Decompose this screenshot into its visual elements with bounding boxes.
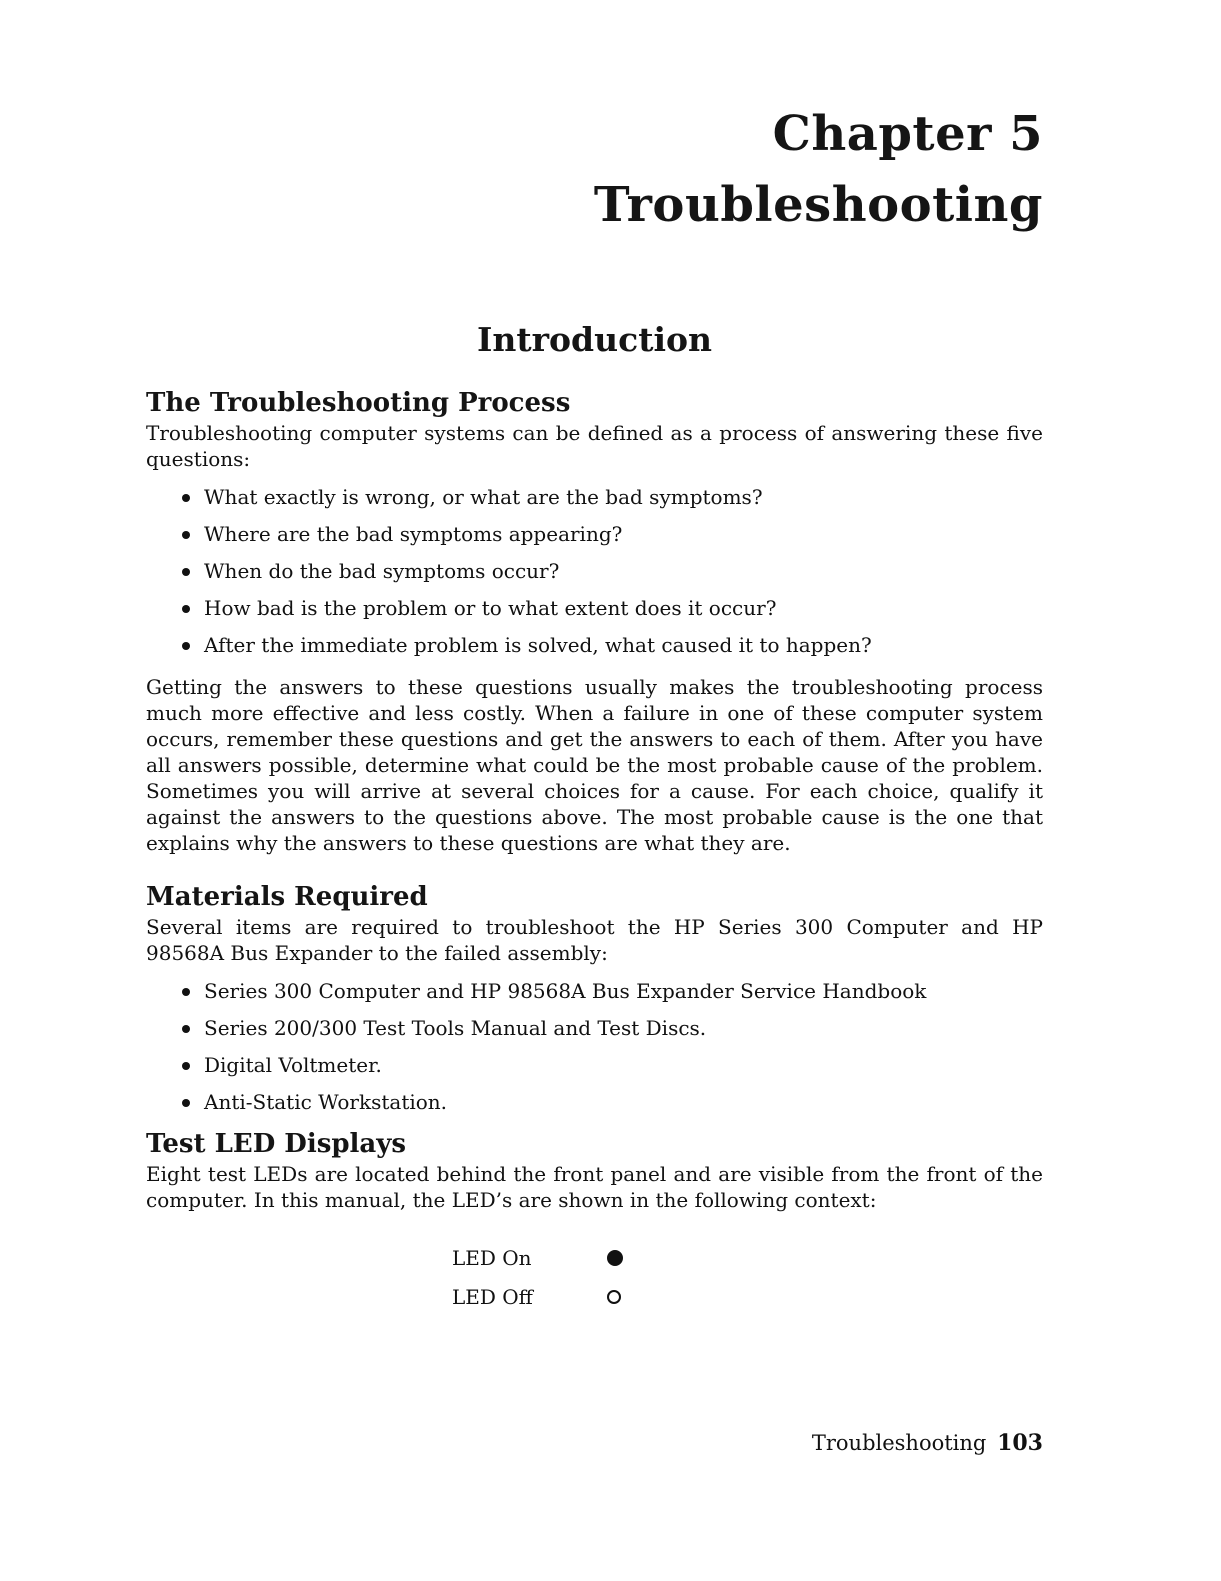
troubleshooting-process-section — [146, 386, 1043, 856]
list-item: Series 300 Computer and HP 98568A Bus Expander Service Handbook — [182, 978, 1043, 1004]
test-led-section — [146, 1127, 1043, 1213]
materials-section — [146, 880, 1043, 1115]
led-on-label: LED On — [452, 1245, 532, 1270]
list-item: Digital Voltmeter. — [182, 1052, 1043, 1078]
introduction-heading: Introduction — [476, 320, 712, 359]
led-on-icon — [607, 1250, 623, 1266]
led-heading: Test LED Displays — [146, 1129, 407, 1159]
materials-list — [146, 978, 1043, 1115]
running-title: Troubleshooting — [811, 1431, 987, 1455]
led-legend — [452, 1238, 623, 1316]
process-heading: The Troubleshooting Process — [146, 388, 571, 418]
chapter-header — [594, 100, 1043, 242]
process-paragraph: Getting the answers to these questions usually makes the troubleshooting process much more effective and less costly. When a failure in one of these computer system occurs, remember these questions and get the answers to each of them. After you have all answers possible, determine what could be the most probable cause of the problem. Sometimes you will arrive at several choices for a cause. For each choice, qualify it against the answers to the questions above. The most probable cause is the one that explains why the answers to these questions are what they are. — [146, 675, 1043, 855]
led-off-label: LED Off — [452, 1284, 533, 1309]
process-lead: Troubleshooting computer systems can be defined as a process of answering these five questions: — [146, 421, 1043, 471]
list-item: What exactly is wrong, or what are the bad symptoms? — [182, 484, 1043, 510]
list-item: Series 200/300 Test Tools Manual and Test Discs. — [182, 1015, 1043, 1041]
list-item: When do the bad symptoms occur? — [182, 558, 1043, 584]
led-lead: Eight test LEDs are located behind the front panel and are visible from the front of the computer. In this manual, the LED’s are shown in the following context: — [146, 1162, 1043, 1212]
chapter-title: Troubleshooting — [593, 177, 1043, 233]
materials-lead: Several items are required to troubleshoot the HP Series 300 Computer and HP 98568A Bus Expander to the failed assembly: — [146, 915, 1043, 965]
led-off-icon — [607, 1290, 621, 1304]
main-content — [146, 386, 1043, 1213]
list-item: Where are the bad symptoms appearing? — [182, 521, 1043, 547]
list-item: After the immediate problem is solved, what caused it to happen? — [182, 632, 1043, 658]
page-footer — [812, 1428, 1043, 1458]
list-item: Anti-Static Workstation. — [182, 1089, 1043, 1115]
chapter-number: Chapter 5 — [772, 106, 1043, 162]
page-number: 103 — [997, 1430, 1043, 1456]
questions-list — [146, 484, 1043, 658]
led-legend-row-on — [452, 1238, 623, 1277]
led-legend-row-off — [452, 1277, 623, 1316]
list-item: How bad is the problem or to what extent does it occur? — [182, 595, 1043, 621]
materials-heading: Materials Required — [146, 882, 428, 912]
